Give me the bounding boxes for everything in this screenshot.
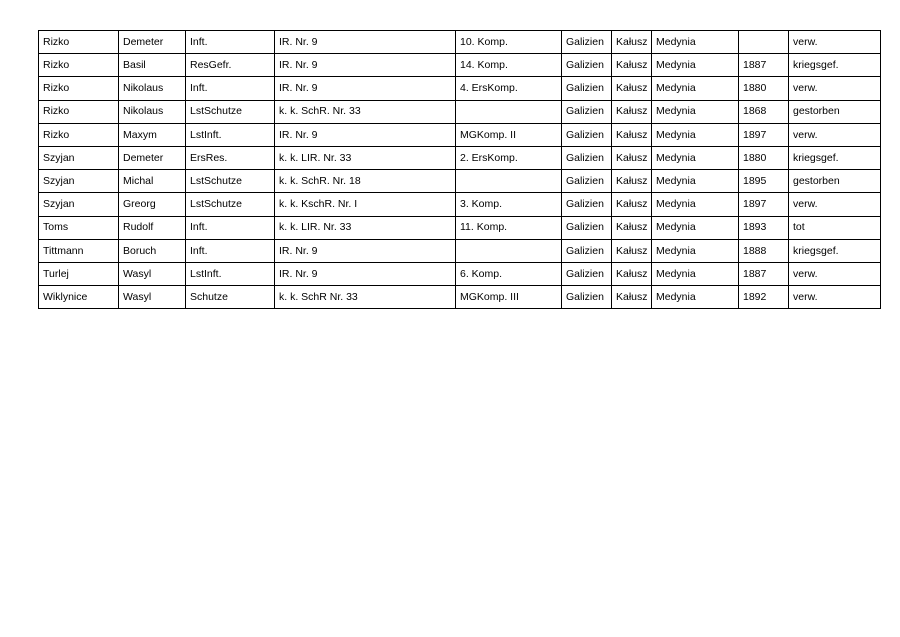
place-cell: Medynia [652,100,739,123]
regiment-cell: k. k. LIR. Nr. 33 [275,216,456,239]
birth-year-cell: 1888 [739,239,789,262]
first-name-cell: Michal [119,170,186,193]
place-cell: Medynia [652,239,739,262]
place-cell: Medynia [652,54,739,77]
surname-cell: Rizko [39,31,119,54]
company-cell: MGKomp. II [456,123,562,146]
table-row [39,31,881,54]
regiment-cell: IR. Nr. 9 [275,77,456,100]
district-cell: Kałusz [612,262,652,285]
register-body [39,31,881,309]
birth-year-cell: 1887 [739,262,789,285]
land-cell: Galizien [562,123,612,146]
casualty-register-table [38,30,881,309]
regiment-cell: k. k. LIR. Nr. 33 [275,146,456,169]
rank-cell: Inft. [186,31,275,54]
place-cell: Medynia [652,123,739,146]
table-row [39,193,881,216]
rank-cell: LstInft. [186,262,275,285]
status-cell: verw. [789,193,881,216]
surname-cell: Szyjan [39,146,119,169]
company-cell: 2. ErsKomp. [456,146,562,169]
first-name-cell: Demeter [119,146,186,169]
regiment-cell: IR. Nr. 9 [275,123,456,146]
land-cell: Galizien [562,77,612,100]
place-cell: Medynia [652,146,739,169]
rank-cell: ResGefr. [186,54,275,77]
land-cell: Galizien [562,262,612,285]
land-cell: Galizien [562,31,612,54]
birth-year-cell: 1892 [739,286,789,309]
regiment-cell: k. k. SchR Nr. 33 [275,286,456,309]
rank-cell: LstInft. [186,123,275,146]
place-cell: Medynia [652,193,739,216]
land-cell: Galizien [562,146,612,169]
company-cell: 14. Komp. [456,54,562,77]
district-cell: Kałusz [612,77,652,100]
status-cell: verw. [789,262,881,285]
regiment-cell: IR. Nr. 9 [275,239,456,262]
regiment-cell: k. k. KschR. Nr. I [275,193,456,216]
birth-year-cell: 1895 [739,170,789,193]
rank-cell: LstSchutze [186,100,275,123]
district-cell: Kałusz [612,123,652,146]
surname-cell: Szyjan [39,170,119,193]
status-cell: verw. [789,286,881,309]
table-row [39,54,881,77]
regiment-cell: IR. Nr. 9 [275,54,456,77]
company-cell [456,239,562,262]
district-cell: Kałusz [612,31,652,54]
place-cell: Medynia [652,262,739,285]
land-cell: Galizien [562,216,612,239]
rank-cell: Inft. [186,77,275,100]
table-row [39,262,881,285]
company-cell: MGKomp. III [456,286,562,309]
first-name-cell: Boruch [119,239,186,262]
company-cell: 6. Komp. [456,262,562,285]
place-cell: Medynia [652,77,739,100]
status-cell: tot [789,216,881,239]
surname-cell: Rizko [39,100,119,123]
rank-cell: LstSchutze [186,170,275,193]
regiment-cell: k. k. SchR. Nr. 33 [275,100,456,123]
company-cell [456,100,562,123]
birth-year-cell: 1897 [739,193,789,216]
status-cell: kriegsgef. [789,54,881,77]
land-cell: Galizien [562,100,612,123]
table-row [39,286,881,309]
rank-cell: LstSchutze [186,193,275,216]
land-cell: Galizien [562,170,612,193]
land-cell: Galizien [562,239,612,262]
place-cell: Medynia [652,286,739,309]
rank-cell: Inft. [186,216,275,239]
district-cell: Kałusz [612,170,652,193]
birth-year-cell: 1897 [739,123,789,146]
table-row [39,100,881,123]
surname-cell: Wiklynice [39,286,119,309]
first-name-cell: Maxym [119,123,186,146]
first-name-cell: Nikolaus [119,77,186,100]
status-cell: verw. [789,123,881,146]
first-name-cell: Rudolf [119,216,186,239]
first-name-cell: Wasyl [119,286,186,309]
birth-year-cell: 1880 [739,77,789,100]
status-cell: verw. [789,31,881,54]
status-cell: kriegsgef. [789,146,881,169]
regiment-cell: k. k. SchR. Nr. 18 [275,170,456,193]
table-row [39,170,881,193]
land-cell: Galizien [562,54,612,77]
status-cell: kriegsgef. [789,239,881,262]
birth-year-cell [739,31,789,54]
district-cell: Kałusz [612,286,652,309]
district-cell: Kałusz [612,146,652,169]
table-row [39,77,881,100]
table-row [39,146,881,169]
district-cell: Kałusz [612,100,652,123]
rank-cell: Inft. [186,239,275,262]
land-cell: Galizien [562,286,612,309]
company-cell: 3. Komp. [456,193,562,216]
surname-cell: Tittmann [39,239,119,262]
surname-cell: Turlej [39,262,119,285]
surname-cell: Szyjan [39,193,119,216]
birth-year-cell: 1893 [739,216,789,239]
district-cell: Kałusz [612,193,652,216]
first-name-cell: Basil [119,54,186,77]
birth-year-cell: 1880 [739,146,789,169]
first-name-cell: Demeter [119,31,186,54]
table-row [39,239,881,262]
district-cell: Kałusz [612,54,652,77]
status-cell: verw. [789,77,881,100]
regiment-cell: IR. Nr. 9 [275,31,456,54]
table-row [39,123,881,146]
surname-cell: Toms [39,216,119,239]
table-row [39,216,881,239]
surname-cell: Rizko [39,54,119,77]
status-cell: gestorben [789,170,881,193]
land-cell: Galizien [562,193,612,216]
birth-year-cell: 1887 [739,54,789,77]
regiment-cell: IR. Nr. 9 [275,262,456,285]
place-cell: Medynia [652,216,739,239]
district-cell: Kałusz [612,216,652,239]
first-name-cell: Wasyl [119,262,186,285]
company-cell: 4. ErsKomp. [456,77,562,100]
company-cell: 10. Komp. [456,31,562,54]
rank-cell: Schutze [186,286,275,309]
company-cell: 11. Komp. [456,216,562,239]
surname-cell: Rizko [39,123,119,146]
birth-year-cell: 1868 [739,100,789,123]
status-cell: gestorben [789,100,881,123]
place-cell: Medynia [652,170,739,193]
first-name-cell: Greorg [119,193,186,216]
company-cell [456,170,562,193]
first-name-cell: Nikolaus [119,100,186,123]
district-cell: Kałusz [612,239,652,262]
place-cell: Medynia [652,31,739,54]
surname-cell: Rizko [39,77,119,100]
rank-cell: ErsRes. [186,146,275,169]
